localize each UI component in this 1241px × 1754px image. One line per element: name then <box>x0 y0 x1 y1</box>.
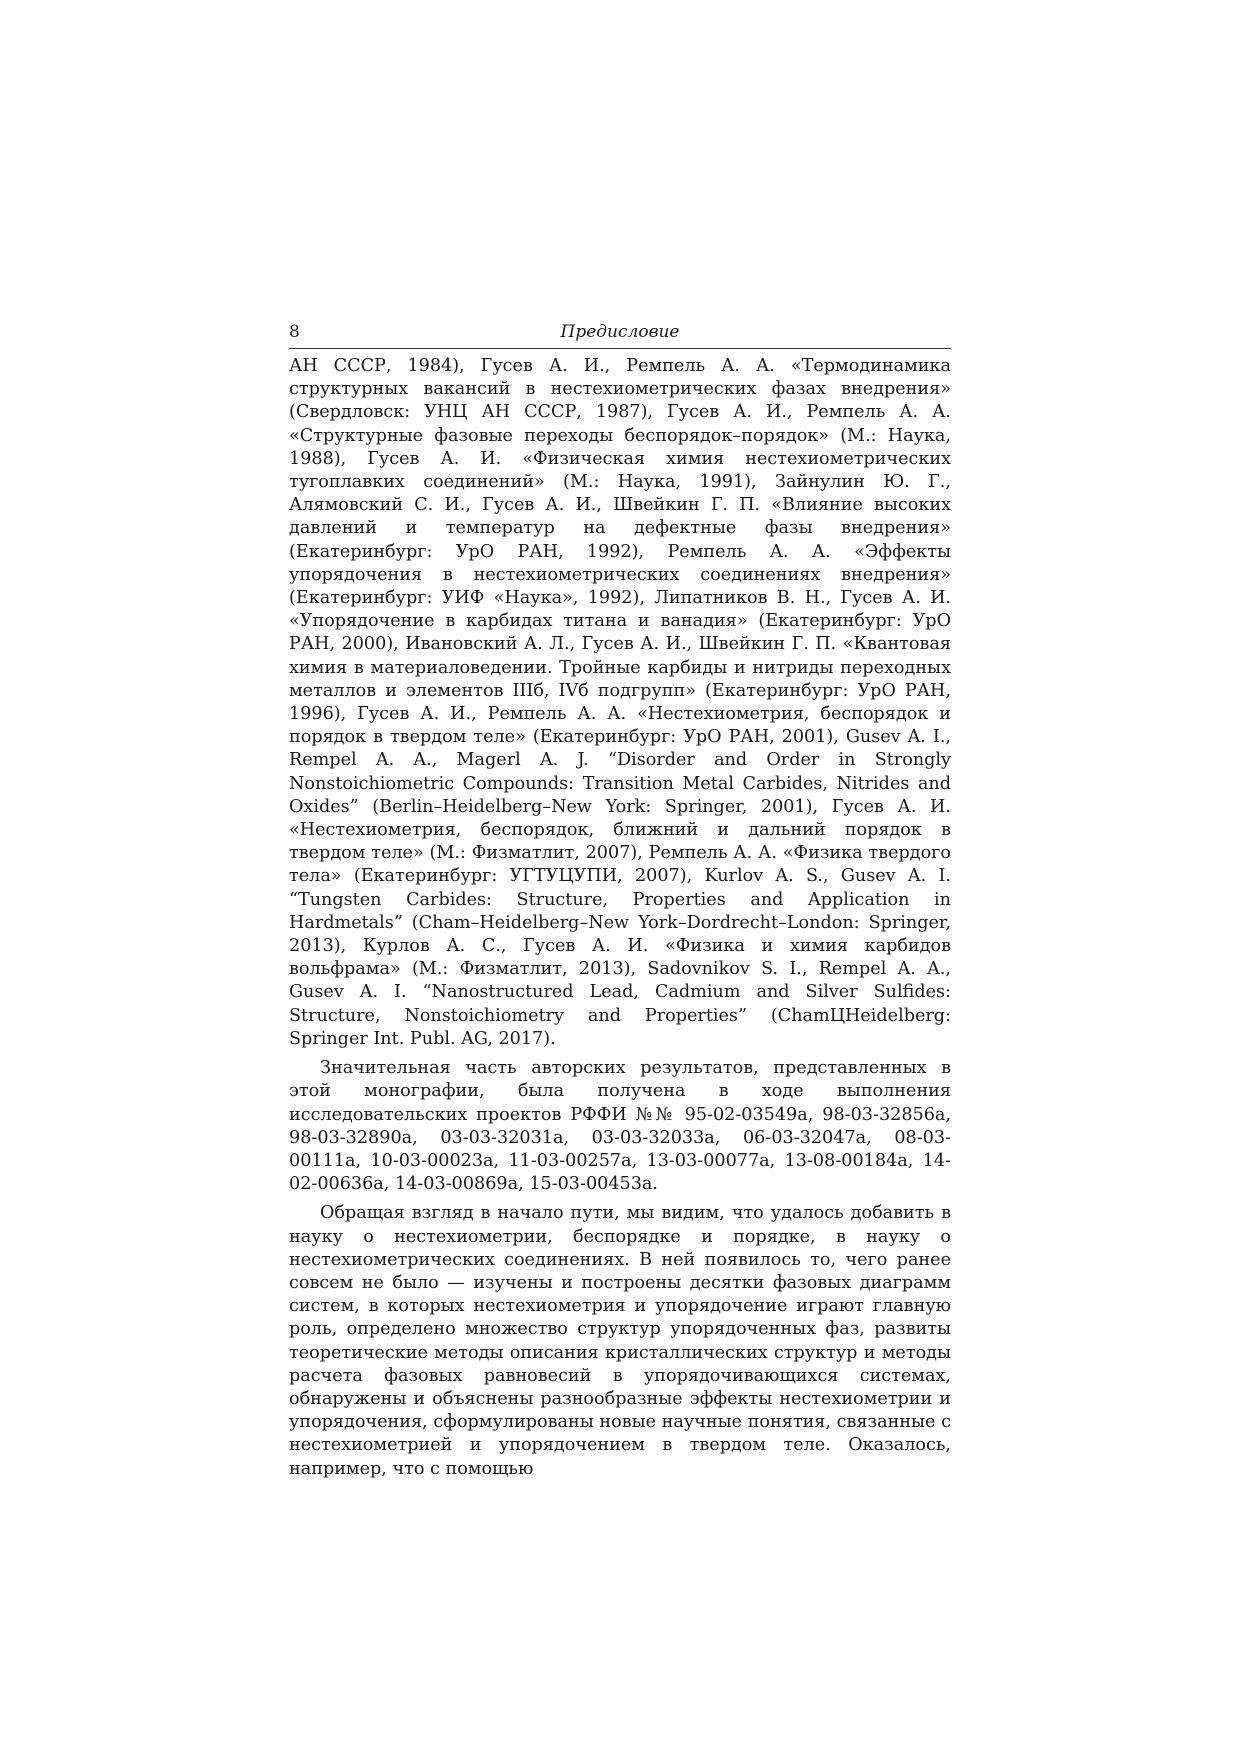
paragraph-funding: Значительная часть авторских результатов, представленных в этой монографии, была получена в ходе выполнения исследовательских проектов РФФИ №№ 95-02-03549а, 98-03-32856а, 98-03-32890а, 03-03-32031а, 03-03-32033а, 06-03-32047а, 08-03-00111а, 10-03-00023а, 11-03-00257а, 13-03-00077а, 13-08-00184а, 14-02-00636а, 14-03-00869а, 15-03-00453а. <box>289 1058 951 1195</box>
running-header <box>289 322 951 349</box>
paragraph-retrospective: Обращая взгляд в начало пути, мы видим, что удалось добавить в науку о нестехиометрии, беспорядке и порядке, в науку о нестехиометрических соединениях. В ней появилось то, чего ранее совсем не было — изучены и построены десятки фазовых диаграмм систем, в которых нестехиометрия и упорядочение играют главную роль, определено множество структур упорядоченных фаз, развиты теоретические методы описания кристаллических структур и методы расчета фазовых равновесий в упорядочивающихся системах, обнаружены и объяснены разнообразные эффекты нестехиометрии и упорядочения, сформулированы новые научные понятия, связанные с нестехиометрией и упорядочением в твердом теле. Оказалось, например, что с помощью <box>289 1203 951 1479</box>
section-title: Предисловие <box>560 322 680 342</box>
paragraph-bibliography-continuation: АН СССР, 1984), Гусев А. И., Ремпель А. А. «Термодинамика структурных вакансий в нестехиометрических фазах внедрения» (Свердловск: УНЦ АН СССР, 1987), Гусев А. И., Ремпель А. А. «Структурные фазовые переходы беспорядок–порядок» (М.: Наука, 1988), Гусев А. И. «Физическая химия нестехиометрических тугоплавких соединений» (М.: Наука, 1991), Зайнулин Ю. Г., Алямовский С. И., Гусев А. И., Швейкин Г. П. «Влияние высоких давлений и температур на дефектные фазы внедрения» (Екатеринбург: УрО РАН, 1992), Ремпель А. А. «Эффекты упорядочения в нестехиометрических соединениях внедрения» (Екатеринбург: УИФ «Наука», 1992), Липатников В. Н., Гусев А. И. «Упорядочение в карбидах титана и ванадия» (Екатеринбург: УрО РАН, 2000), Ивановский А. Л., Гусев А. И., Швейкин Г. П. «Квантовая химия в материаловедении. Тройные карбиды и нитриды переходных металлов и элементов IIIб, IVб подгрупп» (Екатеринбург: УрО РАН, 1996), Гусев А. И., Ремпель А. А. «Нестехиометрия, беспорядок и порядок в твердом теле» (Екатеринбург: УрО РАН, 2001), Gusev A. I., Rempel A. A., Magerl A. J. “Disorder and Order in Strongly Nonstoichiometric Compounds: Transition Metal Carbides, Nitrides and Oxides” (Berlin–Heidelberg–New York: Springer, 2001), Гусев А. И. «Нестехиометрия, беспорядок, ближний и дальний порядок в твердом теле» (М.: Физматлит, 2007), Ремпель А. А. «Физика твердого тела» (Екатеринбург: УГТУЦУПИ, 2007), Kurlov A. S., Gusev A. I. “Tungsten Carbides: Structure, Properties and Application in Hardmetals” (Cham–Heidelberg–New York–Dordrecht–London: Springer, 2013), Курлов А. С., Гусев А. И. «Физика и химия карбидов вольфрама» (М.: Физматлит, 2013), Sadovnikov S. I., Rempel A. A., Gusev A. I. “Nanostructured Lead, Cadmium and Silver Sulfides: Structure, Nonstoichiometry and Properties” (ChamЦHeidelberg: Springer Int. Publ. AG, 2017). <box>289 356 951 1049</box>
book-page <box>289 322 951 1481</box>
page-number: 8 <box>289 322 300 342</box>
body-text <box>289 355 951 1481</box>
